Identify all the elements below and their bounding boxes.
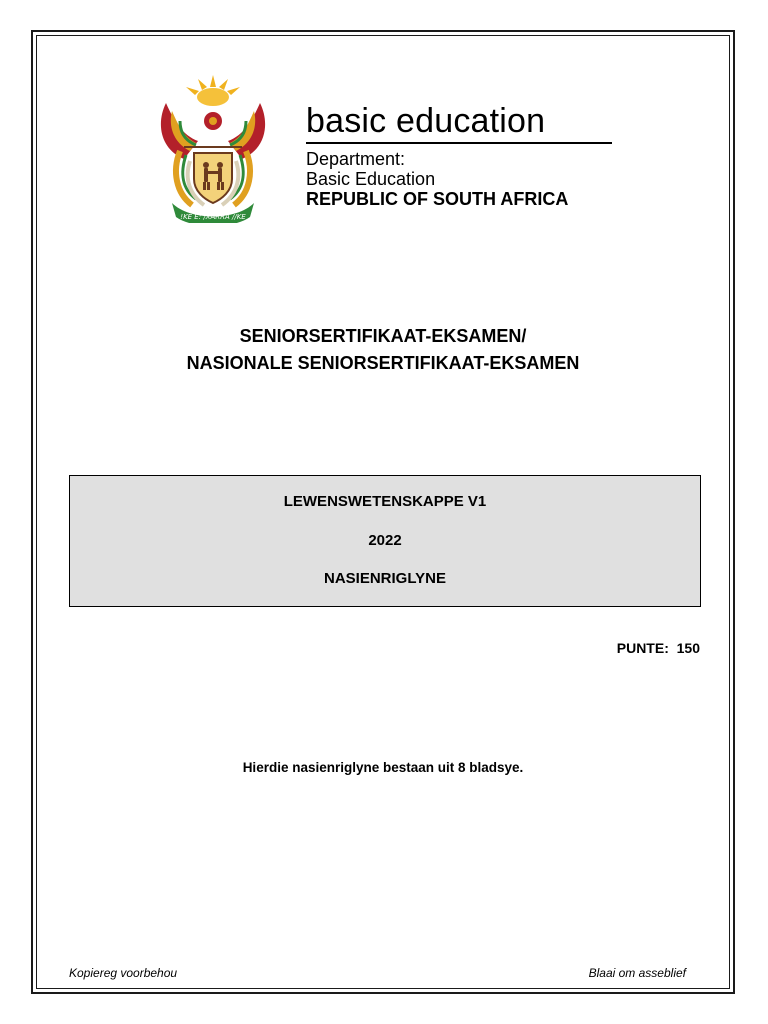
exam-year: 2022 <box>368 532 402 549</box>
page-count-note: Hierdie nasienriglyne bestaan uit 8 bladsye. <box>242 760 524 775</box>
copyright-footer: Kopiereg voorbehou <box>69 966 178 980</box>
coat-of-arms-icon <box>150 71 276 223</box>
exam-title-line-2: NASIONALE SENIORSERTIFIKAAT-EKSAMEN <box>186 353 580 373</box>
document-type: NASIENRIGLYNE <box>324 570 446 587</box>
brand-title: basic education <box>306 102 546 140</box>
brand-underline <box>306 142 612 144</box>
department-name: Basic Education <box>306 169 436 189</box>
total-marks: PUNTE: 150 <box>616 640 700 656</box>
turn-page-footer: Blaai om asseblief <box>588 966 686 980</box>
subject-box <box>69 475 701 607</box>
country-name: REPUBLIC OF SOUTH AFRICA <box>306 189 569 209</box>
subject-name: LEWENSWETENSKAPPE V1 <box>283 493 487 510</box>
letterhead <box>140 65 625 230</box>
svg-text:!KE E: /XARRA //KE: !KE E: /XARRA //KE <box>180 213 246 221</box>
exam-title-line-1: SENIORSERTIFIKAAT-EKSAMEN/ <box>239 326 527 346</box>
department-label: Department: <box>306 149 406 169</box>
